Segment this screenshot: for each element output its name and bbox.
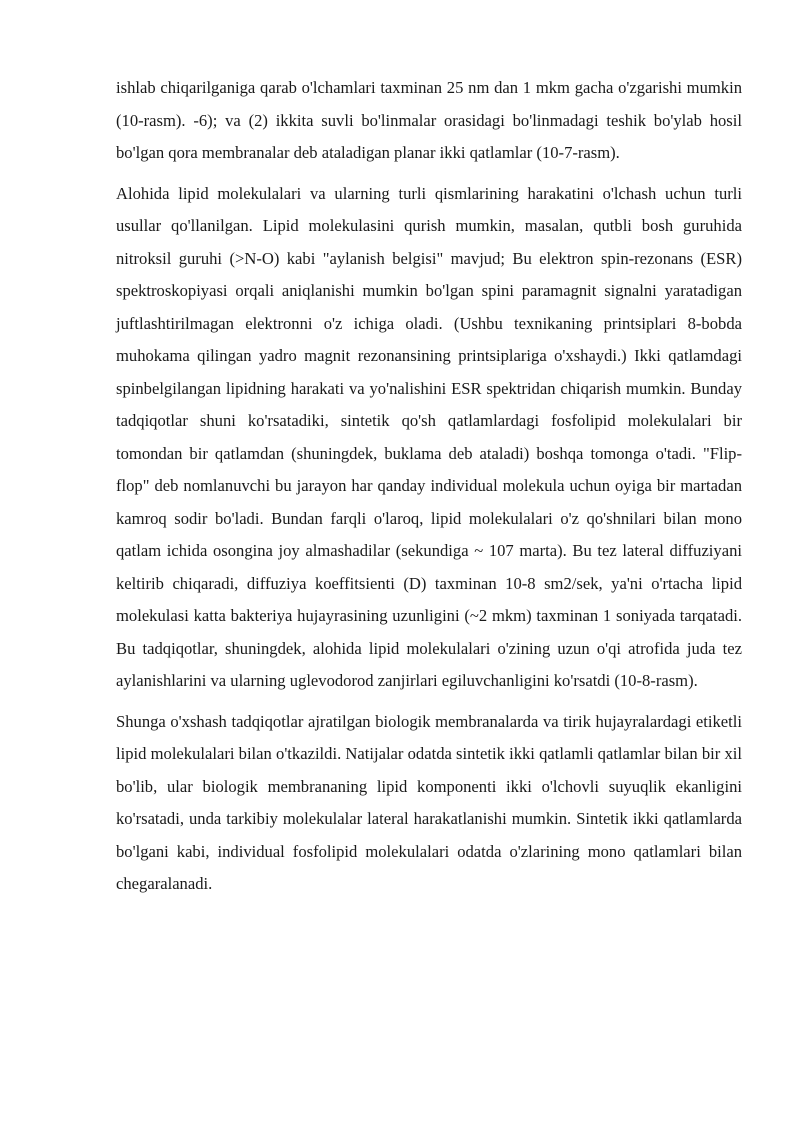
paragraph-1: ishlab chiqarilganiga qarab o'lchamlari taxminan 25 nm dan 1 mkm gacha o'zgarishi mumkin (10-rasm). -6); va (2) ikkita suvli bo'linmalar orasidagi bo'linmadagi teshik bo'ylab hosil bo'lgan qora membranalar deb ataladigan planar ikki qatlamlar (10-7-rasm). [116, 78, 742, 162]
document-page [116, 72, 742, 909]
paragraph-2: Alohida lipid molekulalari va ularning turli qismlarining harakatini o'lchash uchun turli usullar qo'llanilgan. Lipid molekulasini qurish mumkin, masalan, qutbli bosh guruhida nitroksil guruhi (>N-O) kabi "aylanish belgisi" mavjud; Bu elektron spin-rezonans (ESR) spektroskopiyasi orqali aniqlanishi mumkin bo'lgan spini paramagnit signalni yaratadigan juftlashtirilmagan elektronni o'z ichiga oladi. (Ushbu texnikaning printsiplari 8-bobda muhokama qilingan yadro magnit rezonansining printsiplariga o'xshaydi.) Ikki qatlamdagi spinbelgilangan lipidning harakati va yo'nalishini ESR spektridan chiqarish mumkin. Bunday tadqiqotlar shuni ko'rsatadiki, sintetik qo'sh qatlamlardagi fosfolipid molekulalari bir tomondan bir qatlamdan (shuningdek, buklama deb ataladi) boshqa tomonga o'tadi. "Flip-flop" deb nomlanuvchi bu jarayon har qanday individual molekula uchun oyiga bir martadan kamroq sodir bo'ladi. Bundan farqli o'laroq, lipid molekulalari o'z qo'shnilari bilan mono qatlam ichida osongina joy almashadilar (sekundiga ~ 107 marta). Bu tez lateral diffuziyani keltirib chiqaradi, diffuziya koeffitsienti (D) taxminan 10-8 sm2/sek, ya'ni o'rtacha lipid molekulasi katta bakteriya hujayrasining uzunligini (~2 mkm) taxminan 1 soniyada tarqatadi. Bu tadqiqotlar, shuningdek, alohida lipid molekulalari o'zining uzun o'qi atrofida juda tez aylanishlarini va ularning uglevodorod zanjirlari egiluvchanligini ko'rsatdi (10-8-rasm). [116, 183, 742, 690]
paragraph-3: Shunga o'xshash tadqiqotlar ajratilgan biologik membranalarda va tirik hujayralardagi etiketli lipid molekulalari bilan o'tkazildi. Natijalar odatda sintetik ikki qatlamli qatlamlar bilan bir xil bo'lib, ular biologik membrananing lipid komponenti ikki o'lchovli suyuqlik ekanligini ko'rsatadi, unda tarkibiy molekulalar lateral harakatlanishi mumkin. Sintetik ikki qatlamlarda bo'lgani kabi, individual fosfolipid molekulalari odatda o'zlarining mono qatlamlari bilan chegaralanadi. [116, 711, 742, 893]
